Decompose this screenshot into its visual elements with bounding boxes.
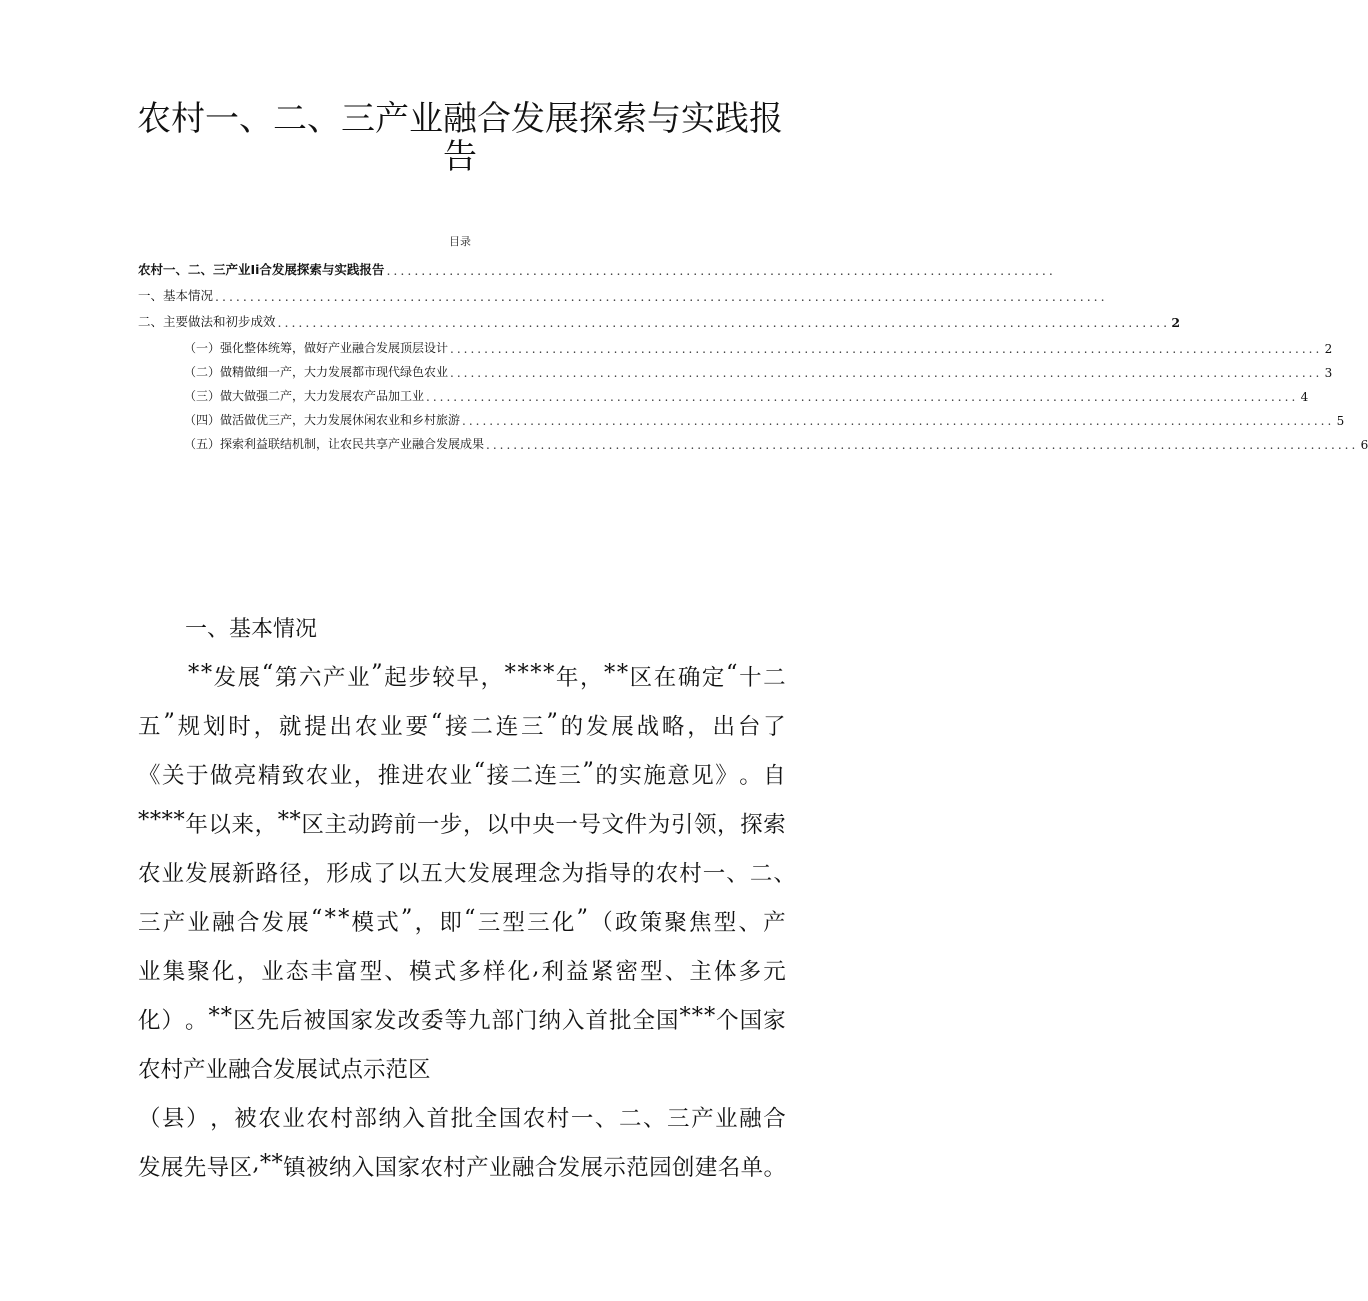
paragraph-line: 三 产 业 融 合 发 展 “ * * 模 式 ” ， 即 “ 三 型 三 化 ” （ 政 策 聚 焦 型 、 产 [138,905,786,936]
toc-leader-dots: ................................................................................................................................ [426,390,1299,404]
toc-item-text: （一）强化整体统筹，做好产业融合发展顶层设计 [184,341,449,355]
toc-item[interactable] [184,384,1309,404]
toc-item-page: 2 [1171,315,1181,330]
toc-item-text: （二）做精做细一产，大力发展都市现代绿色农业 [184,365,449,379]
document-title [0,100,920,176]
paragraph-line: 农 业 发 展 新 路 径 ， 形 成 了 以 五 大 发 展 理 念 为 指 导 的 农 村 一 、 二 、 [138,861,796,887]
toc-item[interactable] [184,336,1333,356]
toc-item-text: 一、基本情况 [138,288,214,303]
toc-item-text: （三）做大做强二产，大力发展农产品加工业 [184,389,425,403]
toc-leader-dots: ................................................................................................ [386,263,1056,278]
toc-heading: 目录 [449,235,471,248]
toc-item-page: 4 [1300,390,1309,404]
toc-item-text: 二、主要做法和初步成效 [138,314,276,329]
toc-item-page: 5 [1336,414,1345,428]
toc-leader-dots: ................................................................................................................................ [486,438,1359,452]
toc-leader-dots: ................................................................................................................................ [462,414,1335,428]
toc-item-page: 3 [1324,366,1333,380]
toc-leader-dots: ................................................................................................................................ [277,315,1171,330]
toc-leader-dots: ................................................................................................................................ [215,289,1108,304]
toc-item-page: 6 [1360,438,1368,452]
paragraph-line: 化 ） 。 * * 区 先 后 被 国 家 发 改 委 等 九 部 门 纳 入 首 批 全 国 * * * 个 国 家 [138,1003,786,1034]
toc-item[interactable] [138,284,1108,304]
toc-item-text: 农村一、二、三产业Ii合发展探索与实践报告 [138,262,385,277]
toc-item[interactable] [138,310,1181,330]
toc-item[interactable] [184,360,1333,380]
toc-leader-dots: ................................................................................................................................ [450,342,1323,356]
paragraph-line: 五 ” 规 划 时 ， 就 提 出 农 业 要 “ 接 二 连 三 ” 的 发 展 战 略 ， 出 台 了 [138,709,786,740]
toc-item[interactable] [184,432,1368,452]
paragraph-line: 业 集 聚 化 ， 业 态 丰 富 型 、 模 式 多 样 化 , 利 益 紧 密 型 、 主 体 多 元 [138,954,786,985]
toc-item-text: （四）做活做优三产，大力发展休闲农业和乡村旅游 [184,413,461,427]
toc-item[interactable] [184,408,1345,428]
paragraph-line: 《 关 于 做 亮 精 致 农 业 ， 推 进 农 业 “ 接 二 连 三 ” 的 实 施 意 见 》 。 自 [138,758,786,789]
title-line-2: 告 [443,137,477,177]
toc-item[interactable] [138,258,1056,278]
toc-leader-dots: ................................................................................................................................ [450,366,1323,380]
title-line-1: 农村一、二、三产业融合发展探索与实践报 [137,99,783,139]
paragraph-line: 农村产业融合发展试点示范区 [138,1057,431,1083]
toc-item-text: （五）探索利益联结机制，让农民共享产业融合发展成果 [184,437,485,451]
paragraph-line: 发 展 先 导 区 , * * 镇 被 纳 入 国 家 农 村 产 业 融 合 发 展 示 范 园 创 建 名 单 。 [138,1150,786,1181]
section-heading: 一、基本情况 [185,617,318,642]
paragraph-line: * * * * 年 以 来 ， * * 区 主 动 跨 前 一 步 ， 以 中 央 一 号 文 件 为 引 领 ， 探 索 [138,807,786,838]
paragraph-line: （ 县 ） ， 被 农 业 农 村 部 纳 入 首 批 全 国 农 村 一 、 二 、 三 产 业 融 合 [138,1106,786,1132]
paragraph-line: * * 发 展 “ 第 六 产 业 ” 起 步 较 早 ， * * * * 年 ， * * 区 在 确 定 “ 十 二 [188,660,786,691]
toc-item-page: 2 [1324,342,1333,356]
